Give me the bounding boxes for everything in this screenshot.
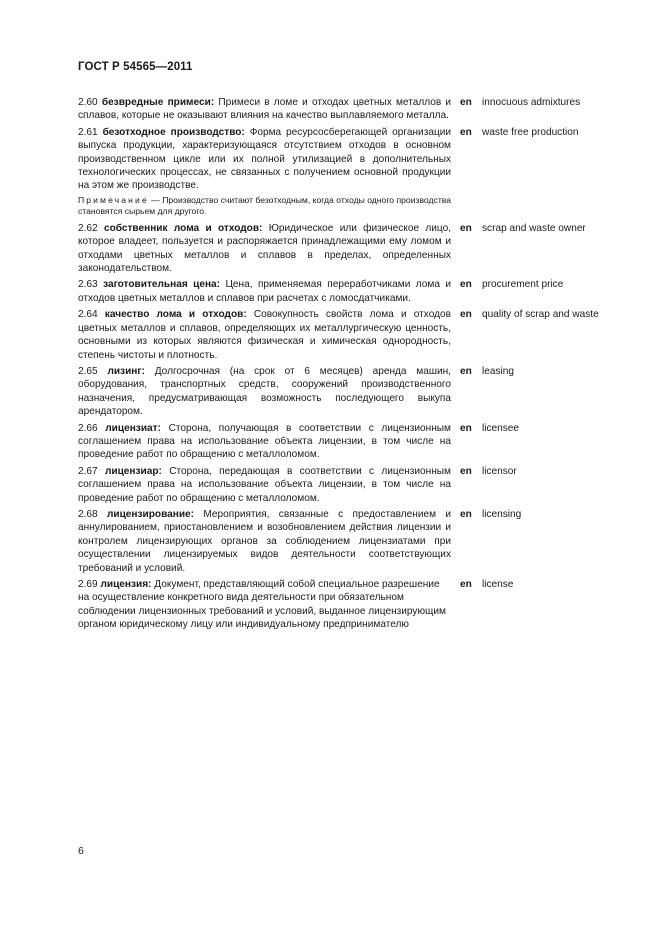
language-code: en [460,309,472,321]
term-entry [78,422,623,462]
term-definition-text: Документ, представляющий собой специальное разрешение на осуществление конкретного вида деятельности при обязательном соблюдении лицензионных требований и условий, выданное лицензирующим органом юридическому лицу или индивидуальному предпринимателю [78,579,446,631]
language-code: en [460,97,472,108]
english-equivalent: licensing [482,508,522,520]
term-definition [78,422,451,462]
term-definition [78,508,451,575]
page-number: 6 [78,845,84,857]
english-equivalent: licensor [482,465,517,477]
term-definition-text: Цена, применяемая переработчиками лома и отходов цветных металлов и сплавов при расчетах с ломосдатчиками. [78,279,451,304]
term-definition [78,308,451,362]
english-equivalent: licensee [482,422,520,434]
note-text: — Производство считают безотходным, когда отходы одного производства становятся сырьем для другого. [78,194,451,217]
term-name: лизинг: [107,365,145,377]
term-definition [78,278,451,305]
english-equivalent: quality of scrap and waste [482,309,599,321]
term-number: 2.68 [78,508,98,520]
term-definition-text: Сторона, передающая в соответствии с лицензионным соглашением права на использование объекта лицензии, в том числе на проведение работ по обращению с металлоломом. [78,465,452,504]
note [78,195,451,218]
term-entry [78,278,623,305]
term-entry [78,508,623,575]
term-definition [78,126,451,193]
term-entry [78,308,623,362]
term-entry [78,365,623,419]
term-name: лицензиат: [105,422,161,434]
term-name: лицензиар: [104,465,162,477]
term-number: 2.62 [78,222,98,234]
term-definition-text: Долгосрочная (на срок от 6 месяцев) аренда машин, оборудования, транспортных средств, сооружений производственного назначения, предусматривающая возможность последующего выкупа арендатором. [78,365,451,418]
term-definition-text: Примеси в ломе и отходах цветных металлов и сплавов, которые не оказывают влияния на качество выплавляемого металла. [78,97,451,122]
term-definition-text: Юридическое или физическое лицо, которое владеет, пользуется и распоряжается принадлежащими ему ломом и отходами цветных металлов и сплавов в пределах, определенных законодательством. [78,222,452,275]
term-name: лицензирование: [106,508,195,520]
language-code: en [460,508,472,520]
term-name: собственник лома и отходов: [103,222,263,234]
term-entry [78,465,623,505]
term-number: 2.66 [78,422,98,434]
language-code: en [460,365,472,377]
term-number: 2.65 [78,365,98,377]
term-name: безотходное производство: [102,126,245,138]
term-name: заготовительная цена: [103,279,221,291]
english-equivalent: waste free production [482,126,579,138]
language-code: en [460,579,472,590]
language-code: en [460,279,472,291]
term-number: 2.60 [78,97,98,108]
language-code: en [460,465,472,477]
terms-list [78,96,623,635]
note-label: Примечание [78,194,149,205]
english-equivalent: license [482,579,514,590]
term-number: 2.61 [78,126,98,138]
document-header: ГОСТ Р 54565—2011 [78,61,193,73]
term-entry [78,578,623,632]
term-definition-text: Совокупность свойств лома и отходов цветных металлов и сплавов, определяющих их металлургическую ценность, основными из которых являются физическая и химическая однородность, степень чистоты и плотность. [78,309,451,361]
term-definition-text: Сторона, получающая в соответствии с лицензионным соглашением права на использование объекта лицензии, в том числе на проведение работ по обращению с металлоломом. [78,422,451,461]
term-definition [78,222,451,276]
term-name: лицензия: [100,579,152,590]
english-equivalent: procurement price [482,279,564,291]
english-equivalent: leasing [482,365,514,377]
term-name: безвредные примеси: [101,97,215,108]
term-number: 2.63 [78,279,98,291]
term-definition [78,465,451,505]
english-equivalent: scrap and waste owner [482,222,586,234]
term-number: 2.69 [78,579,98,590]
language-code: en [460,422,472,434]
term-definition [78,365,451,419]
term-number: 2.64 [78,309,98,321]
term-number: 2.67 [78,465,98,477]
term-definition [78,96,451,123]
term-definition-text: Форма ресурсосберегающей организации выпуска продукции, характеризующаяся отсутствием отходов в основном производственном цикле или их полной утилизацией в дополнительных технологических процессах, не связанных с получением основной продукции на этом же производстве. [78,126,451,192]
term-definition [78,578,451,632]
term-name: качество лома и отходов: [104,309,247,321]
term-entry [78,126,623,193]
english-equivalent: innocuous admixtures [482,97,581,108]
term-entry [78,222,623,276]
language-code: en [460,222,472,234]
term-definition-text: Мероприятия, связанные с предоставлением и аннулированием, приостановлением и возобновлением действия лицензии и контролем лицензирующих органов за соблюдением лицензиатами при осуществлении лицензируемых видов деятельности соответствующих требований и условий. [78,508,451,574]
language-code: en [460,126,472,138]
term-entry [78,96,623,123]
